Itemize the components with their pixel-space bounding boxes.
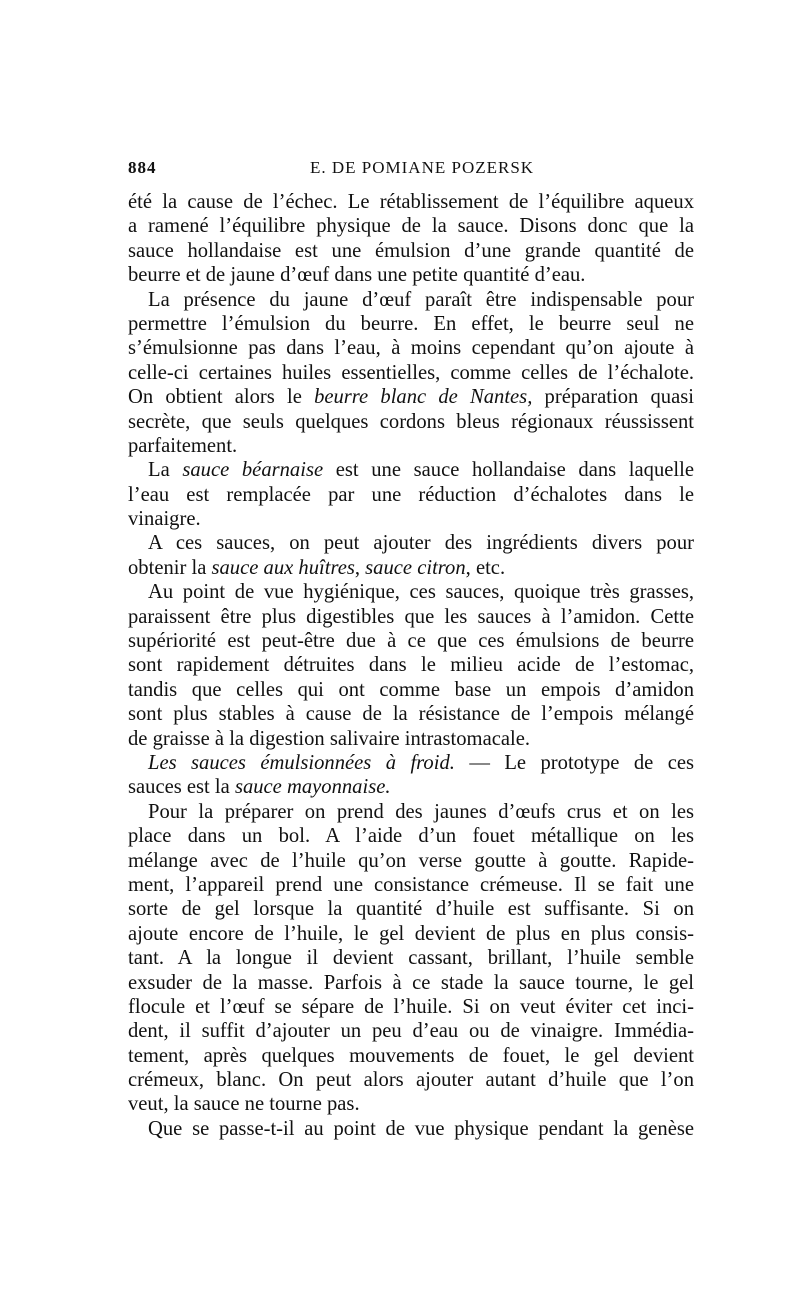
text-line: [128, 678, 694, 702]
text-run: de graisse à la digestion salivaire intrastomacale.: [128, 727, 531, 750]
text-line: [128, 483, 694, 507]
text-run: tant. A la longue il devient cassant, brillant, l’huile semble: [128, 947, 694, 970]
text-run: — Le prototype de ces: [454, 751, 695, 774]
text-run: été la cause de l’échec. Le rétablissement de l’équilibre aqueux: [128, 191, 694, 213]
text-run: La présence du jaune d’œuf paraît être indispensable pour: [148, 288, 694, 311]
text-run: , etc.: [465, 556, 506, 579]
text-run: l’eau est remplacée par une réduction d’échalotes dans le: [128, 483, 694, 506]
text-run: tandis que celles qui ont comme base un empois d’amidon: [128, 678, 694, 701]
text-run: sorte de gel lorsque la quantité d’huile est suffisante. Si on: [128, 898, 694, 921]
italic-text: beurre blanc de Nantes,: [314, 386, 533, 409]
text-line: [128, 361, 694, 385]
text-line: [128, 629, 694, 653]
text-run: tement, après quelques mouvements de fouet, le gel devient: [128, 1044, 694, 1067]
italic-text: sauce citron: [365, 556, 466, 579]
italic-text: sauce aux huîtres: [211, 556, 355, 579]
text-line: [128, 922, 694, 946]
italic-text: sauce béarnaise: [182, 459, 324, 482]
page-number: 884: [128, 158, 157, 177]
text-run: mélange avec de l’huile qu’on verse goutte à goutte. Rapide-: [128, 849, 694, 872]
text-line: [128, 336, 694, 360]
text-run: Pour la préparer on prend des jaunes d’œufs crus et on les: [148, 800, 694, 823]
text-line: [128, 385, 694, 409]
text-run: permettre l’émulsion du beurre. En effet, le beurre seul ne: [128, 312, 694, 335]
text-run: dent, il suffit d’ajouter un peu d’eau ou de vinaigre. Immédia-: [128, 1020, 694, 1043]
text-run: A ces sauces, on peut ajouter des ingrédients divers pour: [148, 532, 694, 555]
text-line: [128, 312, 694, 336]
text-run: crémeux, blanc. On peut alors ajouter autant d’huile que l’on: [128, 1069, 694, 1092]
text-line: [128, 849, 694, 873]
text-line: [128, 995, 694, 1019]
text-line: [128, 1019, 694, 1043]
text-line: [128, 800, 694, 824]
text-run: vinaigre.: [128, 508, 201, 531]
text-run: On obtient alors le: [128, 386, 315, 409]
text-line: [128, 751, 694, 775]
text-line: [128, 873, 694, 897]
text-line: [128, 288, 694, 312]
text-run: ,: [354, 556, 366, 579]
text-line: [128, 214, 694, 238]
text-line: [128, 190, 694, 214]
text-line: [128, 605, 694, 629]
running-title: E. DE POMIANE POZERSK: [310, 158, 535, 177]
text-run: ment, l’appareil prend une consistance crémeuse. Il se fait une: [128, 873, 694, 896]
text-line: [128, 458, 694, 482]
text-line: [128, 1044, 694, 1068]
text-run: Que se passe-t-il au point de vue physique pendant la genèse: [148, 1117, 694, 1140]
body-text: [128, 190, 694, 1141]
text-line: [128, 239, 694, 263]
text-line: [128, 1117, 694, 1141]
text-run: beurre et de jaune d’œuf dans une petite quantité d’eau.: [128, 264, 586, 287]
text-line: [128, 580, 694, 604]
text-run: secrète, que seuls quelques cordons bleus régionaux réussissent: [128, 410, 694, 433]
text-line: [128, 434, 694, 458]
text-run: supériorité est peut-être due à ce que ces émulsions de beurre: [128, 630, 694, 653]
text-run: s’émulsionne pas dans l’eau, à moins cependant qu’on ajoute à: [128, 337, 694, 360]
text-line: [128, 1068, 694, 1092]
text-run: sont plus stables à cause de la résistance de l’empois mélangé: [128, 703, 694, 726]
text-run: exsuder de la masse. Parfois à ce stade la sauce tourne, le gel: [128, 971, 694, 994]
text-line: [128, 410, 694, 434]
text-line: [128, 507, 694, 531]
text-line: [128, 824, 694, 848]
text-line: [128, 971, 694, 995]
text-line: [128, 702, 694, 726]
text-line: [128, 531, 694, 555]
text-run: ajoute encore de l’huile, le gel devient de plus en plus consis-: [128, 922, 694, 945]
text-run: sauces est la: [128, 776, 235, 799]
text-run: La: [148, 459, 183, 482]
text-line: [128, 775, 694, 799]
text-line: [128, 946, 694, 970]
text-run: obtenir la: [128, 556, 212, 579]
text-line: [128, 263, 694, 287]
text-run: a ramené l’équilibre physique de la sauce. Disons donc que la: [128, 215, 694, 238]
text-run: place dans un bol. A l’aide d’un fouet métallique on les: [128, 825, 694, 848]
text-run: flocule et l’œuf se sépare de l’huile. Si on veut éviter cet inci-: [128, 995, 694, 1018]
text-run: sauce hollandaise est une émulsion d’une grande quantité de: [128, 239, 694, 262]
text-run: est une sauce hollandaise dans laquelle: [323, 459, 694, 482]
text-line: [128, 897, 694, 921]
text-line: [128, 727, 694, 751]
text-run: parfaitement.: [128, 434, 238, 457]
text-run: paraissent être plus digestibles que les sauces à l’amidon. Cette: [128, 605, 694, 628]
text-run: préparation quasi: [532, 386, 694, 409]
text-line: [128, 653, 694, 677]
text-run: sont rapidement détruites dans le milieu acide de l’estomac,: [128, 654, 694, 677]
running-head: [128, 158, 690, 182]
text-run: veut, la sauce ne tourne pas.: [128, 1093, 360, 1116]
text-line: [128, 556, 694, 580]
italic-text: sauce mayonnaise.: [234, 776, 391, 799]
italic-text: Les sauces émulsionnées à froid.: [148, 751, 455, 774]
text-run: Au point de vue hygiénique, ces sauces, quoique très grasses,: [148, 581, 694, 604]
text-line: [128, 1092, 694, 1116]
text-run: celle-ci certaines huiles essentielles, comme celles de l’échalote.: [128, 361, 694, 384]
